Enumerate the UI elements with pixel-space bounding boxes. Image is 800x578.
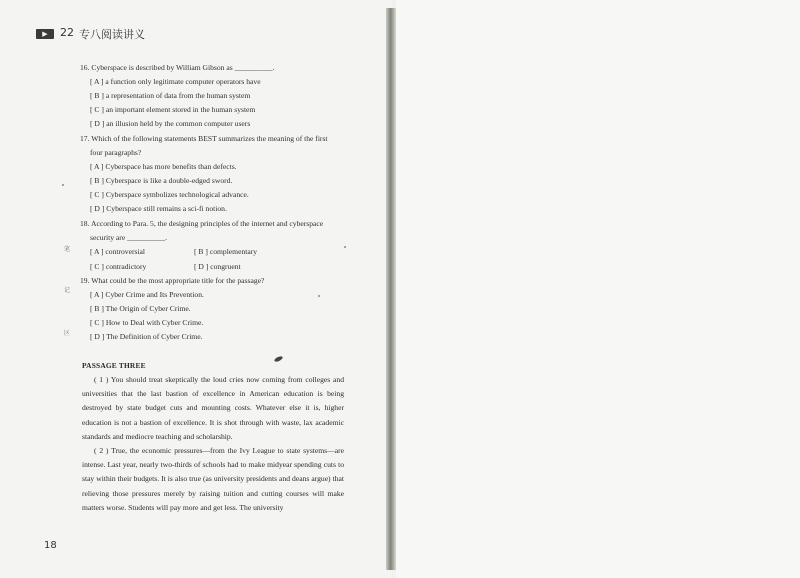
page-number: 18: [44, 540, 57, 551]
question-18-option-c: [ C ] contradictory: [90, 262, 147, 271]
question-17-option-b: [ B ] Cyberspace is like a double-edged sword.: [90, 176, 233, 185]
stray-dot: [62, 184, 64, 186]
book-logo-icon: ▶: [36, 29, 54, 39]
question-18-option-d: [ D ] congruent: [194, 262, 241, 271]
running-header: [36, 26, 145, 42]
stray-dot: [318, 295, 320, 297]
header-title: 专八阅读讲义: [79, 28, 145, 41]
book-spine: [386, 8, 396, 570]
question-18-stem: 18. According to Para. 5, the designing principles of the internet and cyberspace: [80, 219, 324, 228]
margin-note-1: 笔: [64, 246, 71, 253]
passage-paragraph-1: ( 1 ) You should treat skeptically the loud cries now coming from colleges and universities that the last bastion of excellence in American education is being destroyed by state budget cuts and mounting costs. Whatever else it is, higher education is not a bastion of excellence. It is shot through with waste, lax academic standards and mediocre teaching and scholarship.: [82, 375, 344, 441]
question-18-stem-cont: security are __________.: [90, 233, 167, 242]
question-16-option-b: [ B ] a representation of data from the human system: [90, 91, 251, 100]
passage-title: PASSAGE THREE: [82, 361, 146, 370]
question-16-stem: 16. Cyberspace is described by William Gibson as __________.: [80, 63, 275, 72]
question-17-option-a: [ A ] Cyberspace has more benefits than defects.: [90, 162, 237, 171]
question-19-stem: 19. What could be the most appropriate title for the passage?: [80, 276, 265, 285]
question-16-option-a: [ A ] a function only legitimate computer operators have: [90, 77, 261, 86]
question-19-option-a: [ A ] Cyber Crime and Its Prevention.: [90, 290, 204, 299]
question-17-option-d: [ D ] Cyberspace still remains a sci-fi notion.: [90, 204, 227, 213]
stray-dot: [344, 246, 346, 248]
question-19-option-b: [ B ] The Origin of Cyber Crime.: [90, 304, 191, 313]
question-18-option-a: [ A ] controversial: [90, 247, 146, 256]
question-17-stem: 17. Which of the following statements BEST summarizes the meaning of the first: [80, 134, 328, 143]
question-16-option-d: [ D ] an illusion held by the common computer users: [90, 119, 251, 128]
margin-note-3: 区: [64, 330, 71, 337]
right-page-blank: [396, 0, 800, 578]
margin-note-2: 记: [64, 287, 71, 294]
header-number: 22: [60, 26, 74, 39]
passage-paragraph-2: ( 2 ) True, the economic pressures—from the Ivy League to state systems—are intense. Last year, nearly two-thirds of schools had to make midyear spending cuts to stay within their budgets. It is also true (as university presidents and deans argue) that relieving those pressures merely by raising tuition and cutting courses will make matters worse. Students will pay more and get less. The university: [82, 446, 344, 512]
question-17-option-c: [ C ] Cyberspace symbolizes technological advance.: [90, 190, 249, 199]
question-17-stem-cont: four paragraphs?: [90, 148, 142, 157]
question-19-option-d: [ D ] The Definition of Cyber Crime.: [90, 332, 203, 341]
question-16-option-c: [ C ] an important element stored in the human system: [90, 105, 256, 114]
question-18-option-b: [ B ] complementary: [194, 247, 258, 256]
question-19-option-c: [ C ] How to Deal with Cyber Crime.: [90, 318, 204, 327]
